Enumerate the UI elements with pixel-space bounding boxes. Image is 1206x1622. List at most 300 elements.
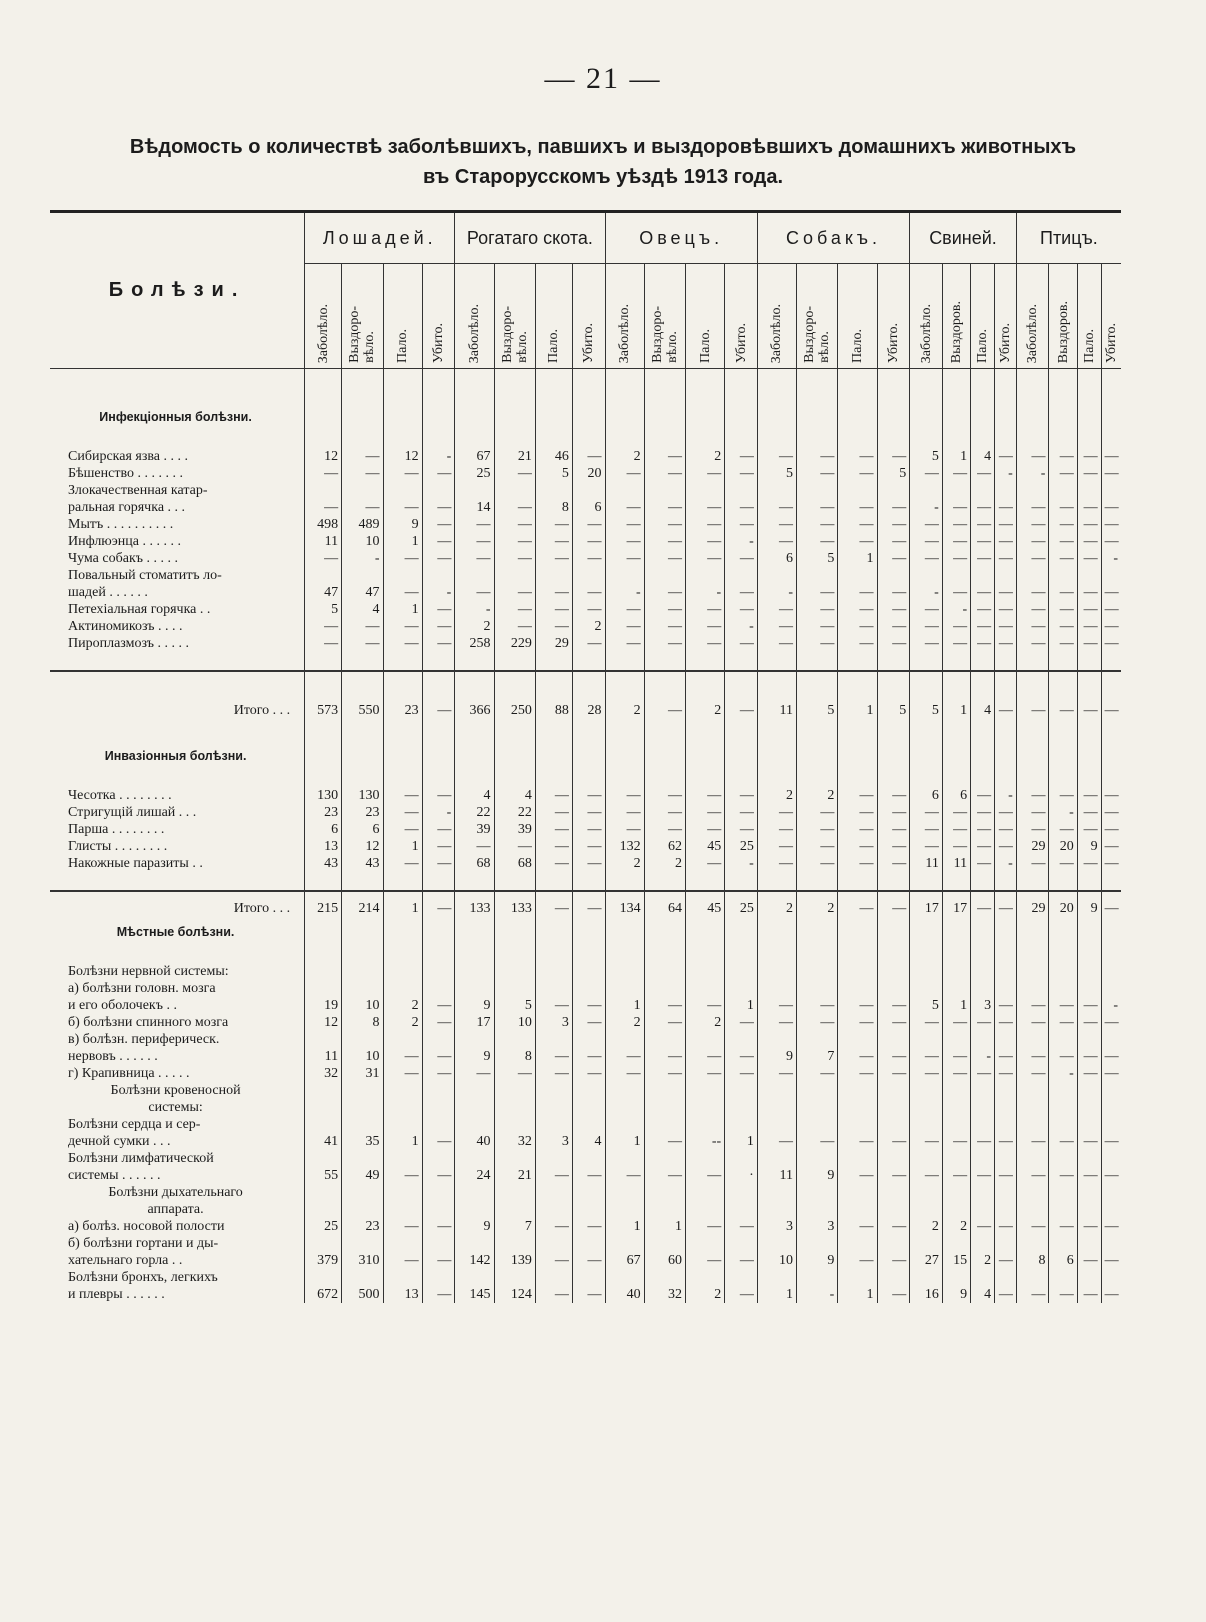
table-row (50, 838, 1121, 855)
row-label: а) болѣзни головн. мозга (68, 981, 216, 996)
table-cell: 12 (342, 838, 383, 855)
table-cell: 88 (535, 694, 572, 726)
table-cell: — (1049, 448, 1077, 465)
table-cell (910, 1184, 943, 1201)
table-cell: — (644, 821, 685, 838)
table-cell: — (422, 635, 455, 652)
table-cell: 68 (494, 855, 535, 872)
column-subheader-label: Пало. (975, 329, 991, 363)
table-cell (995, 1099, 1017, 1116)
table-cell (383, 1031, 422, 1048)
table-cell (455, 1235, 494, 1252)
table-cell: 9 (797, 1252, 838, 1269)
table-cell: — (797, 618, 838, 635)
column-subheader-label: Убито. (431, 322, 446, 363)
table-cell: 16 (910, 1286, 943, 1303)
table-cell (1049, 567, 1077, 584)
table-cell (455, 482, 494, 499)
table-cell: — (877, 891, 910, 924)
table-cell (455, 567, 494, 584)
table-cell (305, 1150, 342, 1167)
spacer-row (50, 652, 1121, 671)
table-cell: 23 (342, 1218, 383, 1235)
table-cell: — (995, 1218, 1017, 1235)
table-cell: — (877, 1167, 910, 1184)
table-cell: — (838, 1167, 877, 1184)
table-cell: 1 (725, 1133, 758, 1150)
table-cell: — (422, 694, 455, 726)
row-label: Болѣзни лимфатической (68, 1151, 214, 1166)
column-subheader (1049, 264, 1077, 369)
table-cell (725, 1201, 758, 1218)
table-cell (383, 1150, 422, 1167)
table-cell (422, 1269, 455, 1286)
table-cell: — (1077, 448, 1101, 465)
column-subheader-label: Выздоро- вѣло. (347, 306, 378, 363)
table-cell (644, 1184, 685, 1201)
table-cell: — (572, 1286, 605, 1303)
column-subheader-label: Выздоров. (1055, 300, 1071, 363)
table-cell: 3 (535, 1014, 572, 1031)
table-cell: 43 (342, 855, 383, 872)
table-cell: — (757, 499, 796, 516)
table-cell (797, 980, 838, 997)
table-cell: — (1077, 533, 1101, 550)
section-heading-row (50, 924, 1121, 941)
table-cell (877, 1150, 910, 1167)
table-cell: — (1049, 1014, 1077, 1031)
table-cell (686, 1269, 725, 1286)
table-cell: 6 (305, 821, 342, 838)
table-cell: 12 (383, 448, 422, 465)
table-cell: - (1016, 465, 1049, 482)
row-label: г) Крапивница . . . . . (68, 1066, 190, 1081)
table-cell: — (910, 804, 943, 821)
column-subheader (422, 264, 455, 369)
table-cell: — (838, 601, 877, 618)
table-cell: 10 (494, 1014, 535, 1031)
table-cell (383, 963, 422, 980)
table-cell (422, 482, 455, 499)
table-cell (838, 980, 877, 997)
table-cell: — (910, 533, 943, 550)
table-cell: 2 (910, 1218, 943, 1235)
table-cell (971, 1082, 995, 1099)
table-cell (644, 1099, 685, 1116)
table-cell: 4 (342, 601, 383, 618)
table-cell: — (725, 1252, 758, 1269)
table-cell: — (644, 1133, 685, 1150)
table-cell (305, 963, 342, 980)
table-cell: — (1101, 1065, 1121, 1082)
table-cell: — (1101, 635, 1121, 652)
table-cell: 4 (455, 787, 494, 804)
table-cell: — (1049, 1133, 1077, 1150)
column-subheader-label: Выздоро- вѣло. (499, 306, 530, 363)
statistics-table (50, 213, 1121, 1303)
table-cell: 5 (797, 550, 838, 567)
table-cell: — (838, 1014, 877, 1031)
spacer-row (50, 726, 1121, 748)
table-cell (422, 567, 455, 584)
table-cell: — (1049, 601, 1077, 618)
table-cell: — (725, 635, 758, 652)
table-cell: — (572, 516, 605, 533)
table-cell: — (1077, 618, 1101, 635)
table-cell: — (644, 448, 685, 465)
table-cell: 31 (342, 1065, 383, 1082)
table-cell: — (797, 804, 838, 821)
table-cell (455, 1201, 494, 1218)
table-cell (644, 1201, 685, 1218)
table-cell: — (422, 1133, 455, 1150)
table-cell: - (422, 584, 455, 601)
table-cell (383, 1235, 422, 1252)
table-cell (535, 1235, 572, 1252)
section-heading: Инвазіонныя болѣзни. (104, 749, 247, 763)
table-cell: 1 (383, 838, 422, 855)
table-cell (686, 963, 725, 980)
table-cell: - (995, 465, 1017, 482)
table-cell: — (494, 550, 535, 567)
table-cell: 2 (686, 1286, 725, 1303)
table-cell: — (757, 601, 796, 618)
table-cell: — (797, 533, 838, 550)
table-row (50, 1167, 1121, 1184)
table-cell: - (342, 550, 383, 567)
table-cell: — (725, 465, 758, 482)
table-cell (383, 482, 422, 499)
table-cell: — (877, 516, 910, 533)
table-cell: — (877, 584, 910, 601)
table-cell: — (535, 1252, 572, 1269)
table-cell: 10 (342, 997, 383, 1014)
table-cell: 2 (686, 1014, 725, 1031)
table-cell: 133 (494, 891, 535, 924)
table-cell: — (910, 1048, 943, 1065)
table-cell: — (605, 516, 644, 533)
table-cell: 1 (838, 694, 877, 726)
table-cell (942, 963, 970, 980)
table-cell: 1 (383, 1133, 422, 1150)
table-cell: 46 (535, 448, 572, 465)
table-cell: — (1101, 821, 1121, 838)
table-cell (910, 1099, 943, 1116)
table-cell (942, 1184, 970, 1201)
table-cell: — (757, 448, 796, 465)
table-cell: — (572, 787, 605, 804)
table-cell (305, 1235, 342, 1252)
table-cell: — (910, 516, 943, 533)
table-cell: — (757, 533, 796, 550)
table-cell: — (942, 635, 970, 652)
spacer-row (50, 369, 1121, 410)
table-cell (342, 980, 383, 997)
table-cell (1049, 1031, 1077, 1048)
table-cell: — (971, 499, 995, 516)
table-row (50, 1133, 1121, 1150)
table-cell (877, 1082, 910, 1099)
table-cell: — (572, 533, 605, 550)
table-cell: — (995, 1014, 1017, 1031)
table-cell: 4 (971, 694, 995, 726)
table-cell: 5 (535, 465, 572, 482)
table-cell (605, 980, 644, 997)
column-subheader (494, 264, 535, 369)
table-cell: — (725, 1014, 758, 1031)
table-cell (686, 482, 725, 499)
table-cell: 6 (1049, 1252, 1077, 1269)
table-cell: 28 (572, 694, 605, 726)
table-cell (494, 1150, 535, 1167)
table-cell (494, 1082, 535, 1099)
table-cell: — (838, 1218, 877, 1235)
table-cell (1077, 1031, 1101, 1048)
table-row (50, 1201, 1121, 1218)
table-cell (757, 1082, 796, 1099)
column-subheader (910, 264, 943, 369)
row-label: шадей . . . . . . (68, 585, 148, 600)
table-cell: — (342, 635, 383, 652)
table-cell (942, 1099, 970, 1116)
table-cell: — (757, 1014, 796, 1031)
table-cell: — (383, 584, 422, 601)
table-cell (422, 1116, 455, 1133)
table-cell: 134 (605, 891, 644, 924)
table-cell: — (572, 1167, 605, 1184)
table-cell: — (995, 516, 1017, 533)
table-cell: — (838, 448, 877, 465)
table-cell (1049, 963, 1077, 980)
table-cell (383, 567, 422, 584)
table-cell (1077, 980, 1101, 997)
table-cell: — (644, 499, 685, 516)
table-cell: 2 (971, 1252, 995, 1269)
table-cell (383, 1201, 422, 1218)
section-heading: Мѣстные болѣзни. (116, 925, 235, 939)
table-cell: 500 (342, 1286, 383, 1303)
table-cell (725, 567, 758, 584)
table-cell: — (494, 584, 535, 601)
table-cell (757, 1150, 796, 1167)
table-cell (757, 1201, 796, 1218)
table-cell: 15 (942, 1252, 970, 1269)
table-cell: — (572, 821, 605, 838)
table-cell: — (455, 584, 494, 601)
table-cell (838, 567, 877, 584)
table-cell (305, 1201, 342, 1218)
table-cell (342, 963, 383, 980)
table-cell (686, 980, 725, 997)
table-cell: - (995, 787, 1017, 804)
table-cell (1101, 1269, 1121, 1286)
table-cell: 2 (605, 855, 644, 872)
table-cell (494, 1235, 535, 1252)
table-cell: — (455, 533, 494, 550)
table-cell (383, 1099, 422, 1116)
table-cell: 11 (757, 1167, 796, 1184)
table-cell: — (535, 821, 572, 838)
column-subheader (383, 264, 422, 369)
table-cell: 3 (971, 997, 995, 1014)
table-cell: — (1101, 601, 1121, 618)
table-cell: — (971, 550, 995, 567)
table-cell: — (1077, 550, 1101, 567)
table-cell: — (535, 855, 572, 872)
table-cell (535, 1150, 572, 1167)
table-cell: — (535, 1167, 572, 1184)
table-cell: — (910, 1065, 943, 1082)
table-cell: — (494, 601, 535, 618)
table-cell: — (942, 1065, 970, 1082)
row-label: ральная горячка . . . (68, 500, 186, 515)
table-cell (1077, 1099, 1101, 1116)
table-cell (877, 1201, 910, 1218)
table-cell: — (1101, 465, 1121, 482)
document-title (40, 132, 1166, 192)
table-cell (797, 1150, 838, 1167)
table-cell: — (1077, 855, 1101, 872)
table-cell: 47 (305, 584, 342, 601)
table-cell: 1 (383, 891, 422, 924)
table-cell: — (1077, 787, 1101, 804)
table-cell: — (1016, 499, 1049, 516)
table-cell: — (995, 804, 1017, 821)
column-subheader-label: Выздоро- вѣло. (649, 306, 680, 363)
table-cell: — (797, 997, 838, 1014)
table-cell: 39 (455, 821, 494, 838)
table-cell: — (305, 550, 342, 567)
table-cell: — (1016, 618, 1049, 635)
table-cell: 3 (797, 1218, 838, 1235)
table-cell (971, 1184, 995, 1201)
table-cell: — (605, 635, 644, 652)
table-cell: — (725, 1286, 758, 1303)
table-cell: — (1077, 1218, 1101, 1235)
table-cell (797, 1201, 838, 1218)
table-cell (494, 482, 535, 499)
table-cell (838, 482, 877, 499)
table-cell (1101, 1082, 1121, 1099)
table-cell (572, 1082, 605, 1099)
table-cell: — (686, 635, 725, 652)
table-cell (1016, 963, 1049, 980)
table-cell: — (535, 804, 572, 821)
table-cell: 215 (305, 891, 342, 924)
table-cell: 4 (971, 448, 995, 465)
table-cell: — (383, 1048, 422, 1065)
table-cell: — (995, 1252, 1017, 1269)
row-label: б) болѣзни гортани и ды- (68, 1236, 219, 1251)
column-subheader-label: Убито. (1103, 322, 1119, 363)
table-cell: - (725, 533, 758, 550)
table-cell (342, 1235, 383, 1252)
table-cell (995, 1184, 1017, 1201)
table-cell: 1 (605, 1133, 644, 1150)
table-cell (535, 1201, 572, 1218)
table-cell: — (686, 1167, 725, 1184)
table-cell: — (725, 550, 758, 567)
table-cell: 489 (342, 516, 383, 533)
table-cell (1101, 482, 1121, 499)
table-cell (342, 567, 383, 584)
table-cell: — (995, 1048, 1017, 1065)
column-subheader (725, 264, 758, 369)
table-cell (1016, 1235, 1049, 1252)
table-cell (342, 482, 383, 499)
table-cell: — (686, 499, 725, 516)
table-cell (605, 1184, 644, 1201)
table-cell: 21 (494, 448, 535, 465)
column-subheader-label: Убито. (581, 322, 597, 363)
page-number: — 21 — (544, 62, 662, 95)
table-cell: — (942, 499, 970, 516)
row-label: Болѣзни бронхъ, легкихъ (68, 1270, 218, 1285)
table-cell (535, 1031, 572, 1048)
table-cell: 25 (305, 1218, 342, 1235)
table-cell (995, 1082, 1017, 1099)
table-cell: — (942, 533, 970, 550)
table-cell: 8 (494, 1048, 535, 1065)
table-cell: — (535, 1286, 572, 1303)
table-cell (535, 1269, 572, 1286)
column-subheader (455, 264, 494, 369)
table-cell (838, 1235, 877, 1252)
table-cell: 22 (455, 804, 494, 821)
table-cell (422, 1099, 455, 1116)
column-subheader (838, 264, 877, 369)
table-cell: — (877, 550, 910, 567)
table-cell: 3 (757, 1218, 796, 1235)
table-row (50, 821, 1121, 838)
table-cell (838, 1184, 877, 1201)
table-cell (797, 567, 838, 584)
column-subheader-label: Пало. (546, 329, 562, 363)
table-cell: — (422, 891, 455, 924)
table-cell: — (572, 601, 605, 618)
table-cell: — (1077, 804, 1101, 821)
table-cell (757, 482, 796, 499)
table-cell: 2 (605, 448, 644, 465)
table-cell (971, 1031, 995, 1048)
table-cell: — (422, 601, 455, 618)
column-subheader-label: Выздоро- вѣло. (802, 306, 833, 363)
table-cell: — (422, 997, 455, 1014)
table-cell (1101, 567, 1121, 584)
table-cell: — (572, 855, 605, 872)
table-cell (910, 567, 943, 584)
table-cell: — (1016, 1286, 1049, 1303)
row-label: Петехіальная горячка . . (68, 602, 211, 617)
table-cell (1049, 1099, 1077, 1116)
table-cell: — (995, 550, 1017, 567)
table-cell: — (572, 997, 605, 1014)
table-cell: — (1077, 1286, 1101, 1303)
table-cell (838, 1099, 877, 1116)
table-row (50, 1082, 1121, 1099)
table-cell: 2 (572, 618, 605, 635)
table-cell: — (535, 550, 572, 567)
table-cell: — (995, 694, 1017, 726)
table-cell: 124 (494, 1286, 535, 1303)
table-cell (644, 1269, 685, 1286)
table-cell: — (757, 804, 796, 821)
table-cell: — (942, 1167, 970, 1184)
table-cell: — (1016, 1167, 1049, 1184)
table-cell: — (910, 550, 943, 567)
table-cell: 4 (971, 1286, 995, 1303)
row-label: дечной сумки . . . (68, 1134, 171, 1149)
